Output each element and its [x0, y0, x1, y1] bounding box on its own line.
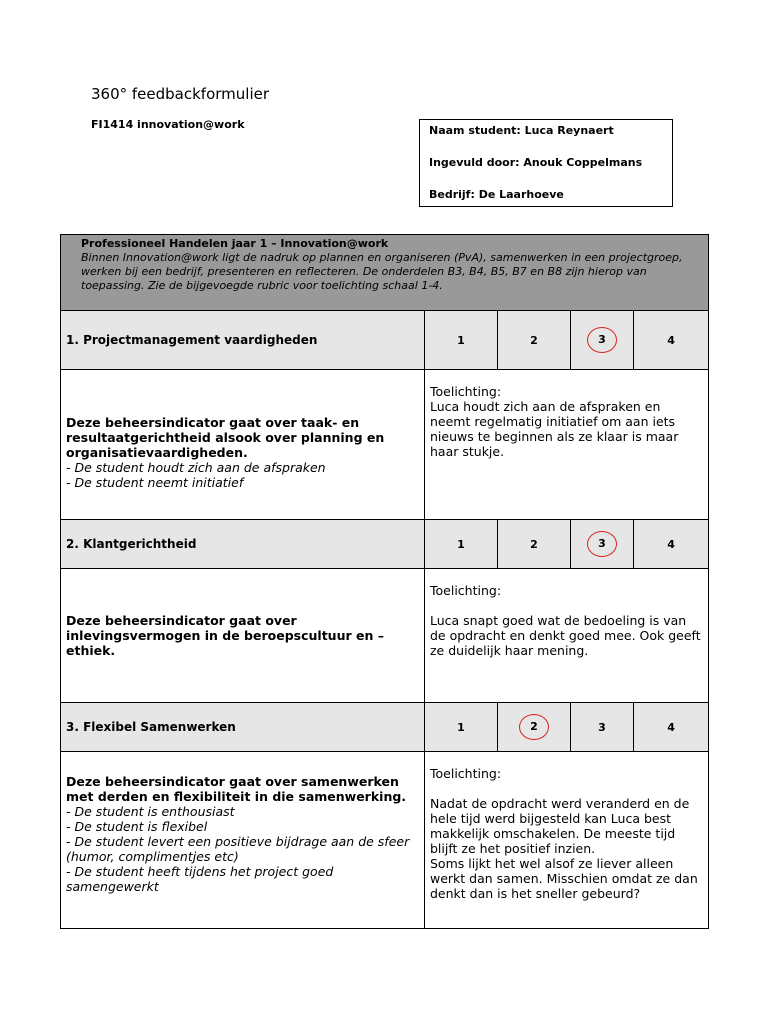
score-option-2[interactable] — [498, 311, 571, 370]
student-info-box — [419, 119, 673, 207]
comment-label: Toelichting: — [430, 384, 502, 399]
comment-text-extra: Soms lijkt het wel alsof ze liever alleen werkt dan samen. Misschien omdat ze dan denkt dan is het sneller gebeurd? — [430, 856, 698, 901]
selected-score-circle: 3 — [587, 531, 617, 557]
criterion-row — [61, 703, 709, 752]
criterion-description: Deze beheersindicator gaat over inlevingsvermogen in de beroepscultuur en – ethiek. — [66, 613, 384, 658]
score-option-1[interactable] — [425, 703, 498, 752]
criterion-description-cell — [61, 569, 425, 703]
filled-by: Ingevuld door: Anouk Coppelmans — [429, 156, 643, 169]
criterion-bullet: - De student heeft tijdens het project goed samengewerkt — [66, 864, 334, 894]
company: Bedrijf: De Laarhoeve — [429, 188, 564, 201]
score-value: 1 — [457, 537, 465, 551]
score-value: 4 — [667, 333, 675, 347]
score-option-4[interactable] — [634, 311, 709, 370]
comment-label: Toelichting: — [430, 766, 502, 781]
feedback-table — [60, 234, 709, 929]
score-value: 1 — [457, 333, 465, 347]
page-title: 360° feedbackformulier — [91, 85, 270, 103]
score-option-2-selected[interactable] — [498, 703, 571, 752]
score-option-2[interactable] — [498, 520, 571, 569]
section-description: Binnen Innovation@work ligt de nadruk op plannen en organiseren (PvA), samenwerken in een projectgroep, werken bij een bedrijf, presenteren en reflecteren. De onderdelen B3, B4, B5, B7 en B8 zijn hierop van toepassing. Zie de bijgevoegde rubric voor toelichting schaal 1-4. — [81, 251, 683, 292]
criterion-row — [61, 520, 709, 569]
criterion-bullet: - De student is enthousiast — [66, 804, 235, 819]
criterion-description: Deze beheersindicator gaat over taak- en resultaatgerichtheid alsook over planning en organisatievaardigheden. — [66, 414, 385, 460]
selected-score-circle: 3 — [587, 327, 617, 353]
student-name: Naam student: Luca Reynaert — [429, 124, 614, 137]
comment-label: Toelichting: — [430, 583, 502, 598]
score-option-1[interactable] — [425, 520, 498, 569]
criterion-row — [61, 311, 709, 370]
score-value: 2 — [530, 537, 538, 551]
criterion-description-cell — [61, 370, 425, 520]
score-option-1[interactable] — [425, 311, 498, 370]
criterion-description: Deze beheersindicator gaat over samenwerken met derden en flexibiliteit in die samenwerking. — [66, 774, 407, 804]
section-header — [61, 235, 709, 311]
score-option-4[interactable] — [634, 703, 709, 752]
criterion-name: 2. Klantgerichtheid — [61, 520, 425, 569]
score-value: 2 — [530, 333, 538, 347]
score-option-3-selected[interactable] — [571, 311, 634, 370]
criterion-bullet: - De student levert een positieve bijdrage aan de sfeer (humor, complimentjes etc) — [66, 834, 410, 864]
section-title: Professioneel Handelen jaar 1 – Innovation@work — [81, 237, 389, 250]
criterion-name: 3. Flexibel Samenwerken — [61, 703, 425, 752]
score-option-3-selected[interactable] — [571, 520, 634, 569]
comment-text: Luca houdt zich aan de afspraken en neemt regelmatig initiatief om aan iets nieuws te beginnen als ze klaar is maar haar stukje. — [430, 399, 679, 459]
course-code: FI1414 innovation@work — [91, 118, 245, 131]
criterion-bullet: - De student houdt zich aan de afspraken — [66, 459, 326, 475]
comment-cell — [425, 752, 709, 929]
criterion-bullet: - De student neemt initiatief — [66, 474, 244, 490]
criterion-bullet: - De student is flexibel — [66, 819, 208, 834]
score-option-3[interactable] — [571, 703, 634, 752]
score-value: 1 — [457, 720, 465, 734]
criterion-description-cell — [61, 752, 425, 929]
score-option-4[interactable] — [634, 520, 709, 569]
criterion-detail-row — [61, 370, 709, 520]
comment-text: Luca snapt goed wat de bedoeling is van de opdracht en denkt goed mee. Ook geeft ze duidelijk haar mening. — [430, 613, 701, 658]
criterion-detail-row — [61, 569, 709, 703]
criterion-name: 1. Projectmanagement vaardigheden — [61, 311, 425, 370]
comment-text: Nadat de opdracht werd veranderd en de hele tijd werd bijgesteld kan Luca best makkelijk omschakelen. De meeste tijd blijft ze het positief inzien. — [430, 796, 690, 856]
score-value: 4 — [667, 537, 675, 551]
comment-cell — [425, 569, 709, 703]
score-value: 3 — [598, 720, 606, 734]
score-value: 4 — [667, 720, 675, 734]
selected-score-circle: 2 — [519, 714, 549, 740]
comment-cell — [425, 370, 709, 520]
criterion-detail-row — [61, 752, 709, 929]
